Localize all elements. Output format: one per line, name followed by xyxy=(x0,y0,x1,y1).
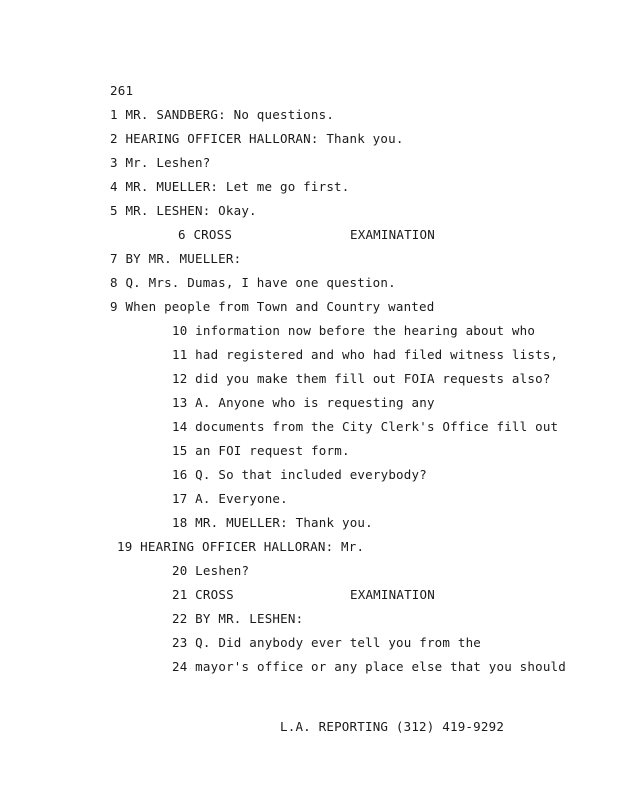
transcript-line-19: 19 HEARING OFFICER HALLORAN: Mr. xyxy=(117,539,365,554)
reporter-footer: L.A. REPORTING (312) 419-9292 xyxy=(280,719,505,734)
transcript-line-21: 21 CROSS xyxy=(172,587,234,602)
transcript-line-14: 14 documents from the City Clerk's Office fill out xyxy=(172,419,559,434)
transcript-line-6-heading: EXAMINATION xyxy=(350,227,435,242)
page-number: 261 xyxy=(110,83,134,98)
transcript-line-1: 1 MR. SANDBERG: No questions. xyxy=(110,107,335,122)
transcript-line-21-heading: EXAMINATION xyxy=(350,587,435,602)
transcript-line-8: 8 Q. Mrs. Dumas, I have one question. xyxy=(110,275,396,290)
transcript-line-3: 3 Mr. Leshen? xyxy=(110,155,211,170)
transcript-line-23: 23 Q. Did anybody ever tell you from the xyxy=(172,635,482,650)
transcript-line-2: 2 HEARING OFFICER HALLORAN: Thank you. xyxy=(110,131,404,146)
transcript-line-12: 12 did you make them fill out FOIA requests also? xyxy=(172,371,551,386)
transcript-line-5: 5 MR. LESHEN: Okay. xyxy=(110,203,257,218)
transcript-line-7: 7 BY MR. MUELLER: xyxy=(110,251,242,266)
transcript-line-9: 9 When people from Town and Country wanted xyxy=(110,299,435,314)
transcript-line-13: 13 A. Anyone who is requesting any xyxy=(172,395,435,410)
transcript-line-15: 15 an FOI request form. xyxy=(172,443,350,458)
transcript-line-16: 16 Q. So that included everybody? xyxy=(172,467,427,482)
transcript-line-18: 18 MR. MUELLER: Thank you. xyxy=(172,515,373,530)
transcript-line-10: 10 information now before the hearing about who xyxy=(172,323,536,338)
transcript-line-6: 6 CROSS xyxy=(178,227,233,242)
transcript-line-20: 20 Leshen? xyxy=(172,563,250,578)
transcript-line-22: 22 BY MR. LESHEN: xyxy=(172,611,304,626)
transcript-line-24: 24 mayor's office or any place else that you should xyxy=(172,659,567,674)
transcript-line-17: 17 A. Everyone. xyxy=(172,491,288,506)
transcript-line-4: 4 MR. MUELLER: Let me go first. xyxy=(110,179,350,194)
transcript-line-11: 11 had registered and who had filed witness lists, xyxy=(172,347,559,362)
